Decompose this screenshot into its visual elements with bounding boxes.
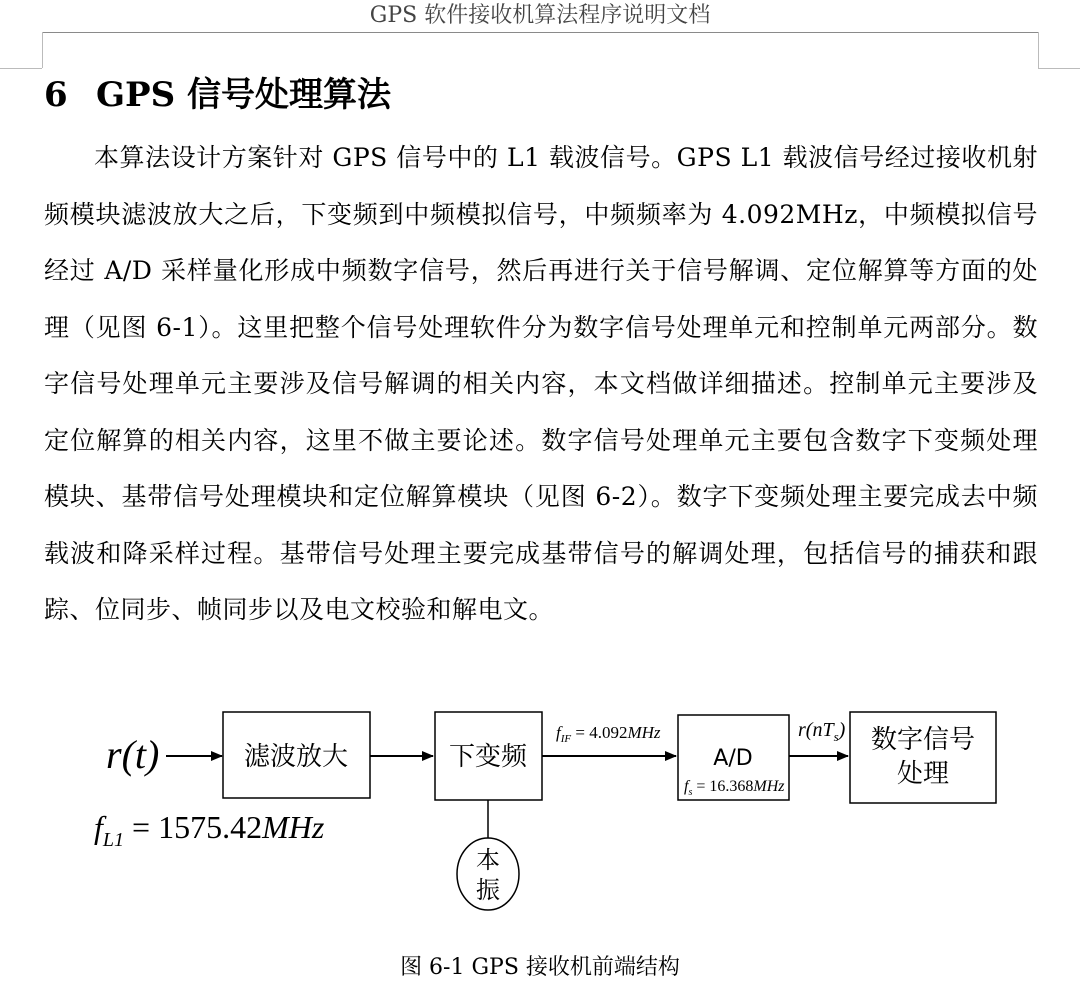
figure-caption: 图 6-1 GPS 接收机前端结构 — [400, 955, 680, 980]
input-frequency-label: $f_{L1} = 1575.42MHz$ — [94, 809, 325, 851]
sampled-signal-label: $r(nT_s)$ — [798, 719, 846, 744]
adc-label: A/D — [713, 746, 753, 771]
lo-label-line2: 振 — [476, 876, 500, 904]
filter-amp-label: 滤波放大 — [243, 742, 349, 772]
input-signal-label: r(t) — [106, 732, 160, 777]
section-title — [44, 70, 391, 120]
dsp-label-line1: 数字信号 — [870, 725, 976, 755]
sample-frequency-label: $f_s = 16.368MHz$ — [684, 778, 785, 798]
section-title-text: GPS 信号处理算法 — [96, 75, 391, 115]
downconvert-label: 下变频 — [448, 742, 528, 772]
lo-label-line1: 本 — [476, 846, 500, 874]
running-header: GPS 软件接收机算法程序说明文档 — [369, 3, 711, 28]
body-paragraph: 本算法设计方案针对 GPS 信号中的 L1 载波信号。GPS L1 载波信号经过接收机射频模块滤波放大之后，下变频到中频模拟信号，中频频率为 4.092MHz，中频模拟信号经过 A/D 采样量化形成中频数字信号，然后再进行关于信号解调、定位解算等方面的处理（见图 6-1）。这里把整个信号处理软件分为数字信号处理单元和控制单元两部分。数字信号处理单元主要涉及信号解调的相关内容，本文档做详细描述。控制单元主要涉及定位解算的相关内容，这里不做主要论述。数字信号处理单元主要包含数字下变频处理模块、基带信号处理模块和定位解算模块（见图 6-2）。数字下变频处理主要完成去中频载波和降采样过程。基带信号处理主要完成基带信号的解调处理，包括信号的捕获和跟踪、位同步、帧同步以及电文校验和解电文。 — [44, 143, 1038, 624]
section-number: 6 — [44, 75, 68, 115]
margin-mark-left — [0, 68, 42, 69]
receiver-frontend-diagram — [0, 690, 1080, 930]
margin-line-right — [1038, 32, 1039, 68]
header-rule — [42, 32, 1038, 33]
dsp-label-line2: 处理 — [896, 759, 950, 789]
if-frequency-label: $f_{IF} = 4.092MHz$ — [556, 723, 661, 745]
diagram-canvas — [0, 690, 1080, 930]
margin-line-left — [42, 32, 43, 68]
margin-mark-right — [1038, 68, 1080, 69]
